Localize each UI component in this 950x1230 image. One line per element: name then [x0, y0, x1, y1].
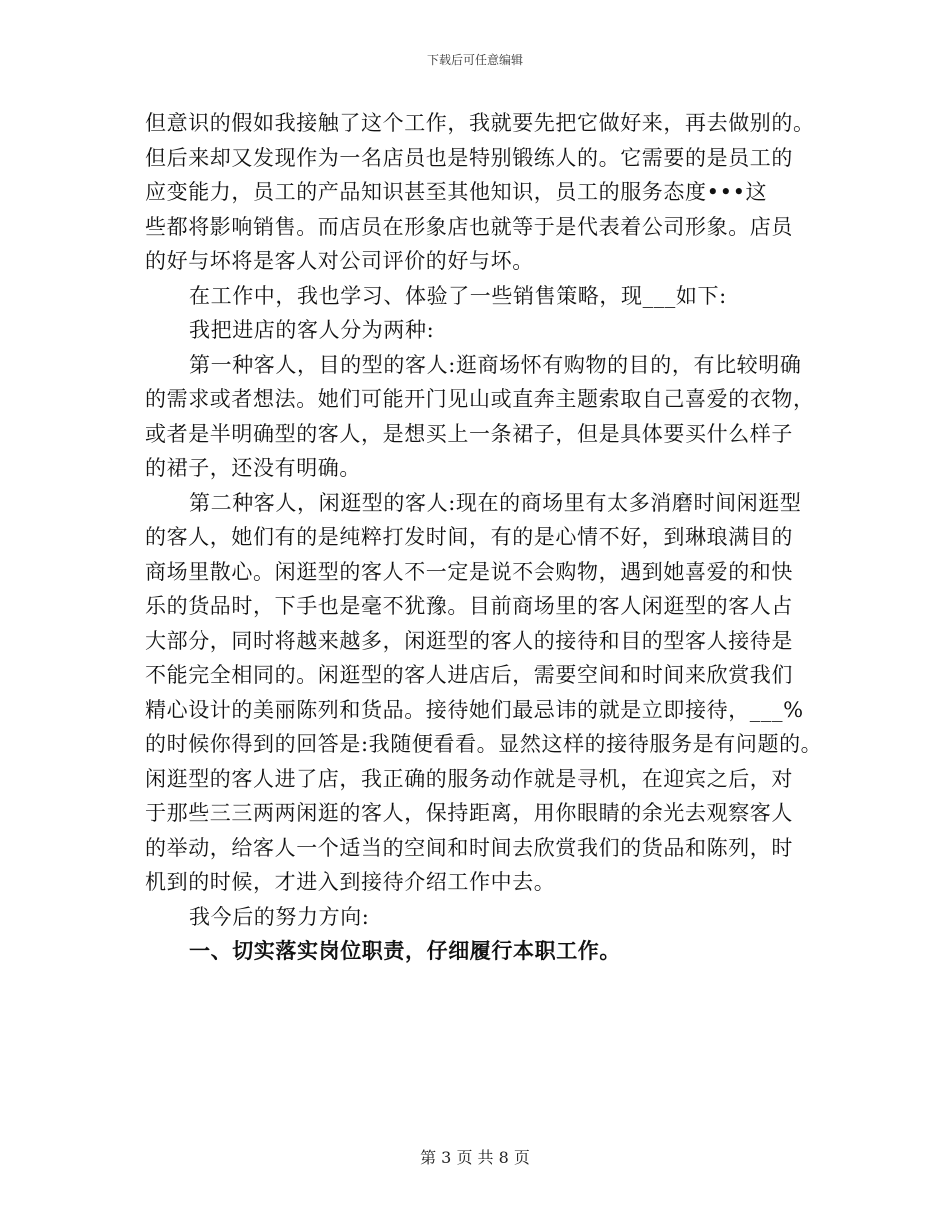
paragraph-line: 我今后的努力方向:	[189, 904, 370, 929]
paragraph-line: 的时候你得到的回答是:我随便看看。显然这样的接待服务是有问题的。	[145, 732, 823, 756]
page-number-footer: 第 3 页 共 8 页	[420, 1148, 530, 1167]
paragraph-line: 大部分，同时将越来越多，闲逛型的客人的接待和目的型客人接待是	[145, 628, 793, 653]
paragraph-line: 的需求或者想法。她们可能开门见山或直奔主题索取自己喜爱的衣物，	[145, 387, 815, 411]
paragraph-line: 机到的时候，才进入到接待介绍工作中去。	[145, 870, 556, 894]
paragraph-line: 在工作中，我也学习、体验了一些销售策略，现___如下:	[189, 283, 727, 308]
paragraph-line: 于那些三三两两闲逛的客人，保持距离，用你眼睛的余光去观察客人	[145, 801, 793, 825]
paragraph-line: 或者是半明确型的客人，是想买上一条裙子，但是具体要买什么样子	[145, 421, 793, 446]
paragraph-line: 我把进店的客人分为两种:	[189, 318, 435, 342]
section-heading: 一、切实落实岗位职责，仔细履行本职工作。	[189, 938, 621, 963]
paragraph-line: 第一种客人，目的型的客人:逛商场怀有购物的目的，有比较明确	[189, 352, 802, 377]
paragraph-line: 的举动，给客人一个适当的空间和时间去欣赏我们的货品和陈列，时	[145, 835, 793, 860]
paragraph-line: 乐的货品时，下手也是毫不犹豫。目前商场里的客人闲逛型的客人占	[145, 594, 793, 618]
paragraph-line: 的裙子，还没有明确。	[145, 456, 361, 480]
paragraph-line: 应变能力，员工的产品知识甚至其他知识，员工的服务态度•••这	[145, 180, 768, 204]
paragraph-line: 第二种客人，闲逛型的客人:现在的商场里有太多消磨时间闲逛型	[189, 490, 802, 515]
paragraph-line: 的客人，她们有的是纯粹打发时间，有的是心情不好，到琳琅满目的	[145, 525, 793, 549]
paragraph-line: 闲逛型的客人进了店，我正确的服务动作就是寻机，在迎宾之后，对	[145, 766, 793, 791]
paragraph-line: 但意识的假如我接触了这个工作，我就要先把它做好来，再去做别的。	[145, 111, 815, 135]
paragraph-line: 精心设计的美丽陈列和货品。接待她们最忌讳的就是立即接待，___%	[145, 697, 804, 722]
page-header: 下载后可任意编辑	[426, 53, 523, 67]
paragraph-line: 商场里散心。闲逛型的客人不一定是说不会购物，遇到她喜爱的和快	[145, 559, 793, 584]
paragraph-line: 些都将影响销售。而店员在形象店也就等于是代表着公司形象。店员	[145, 214, 793, 239]
document-body	[145, 106, 825, 969]
paragraph-line: 的好与坏将是客人对公司评价的好与坏。	[145, 249, 534, 273]
paragraph-line: 但后来却又发现作为一名店员也是特别锻练人的。它需要的是员工的	[145, 145, 793, 170]
paragraph-line: 不能完全相同的。闲逛型的客人进店后，需要空间和时间来欣赏我们	[145, 663, 793, 687]
